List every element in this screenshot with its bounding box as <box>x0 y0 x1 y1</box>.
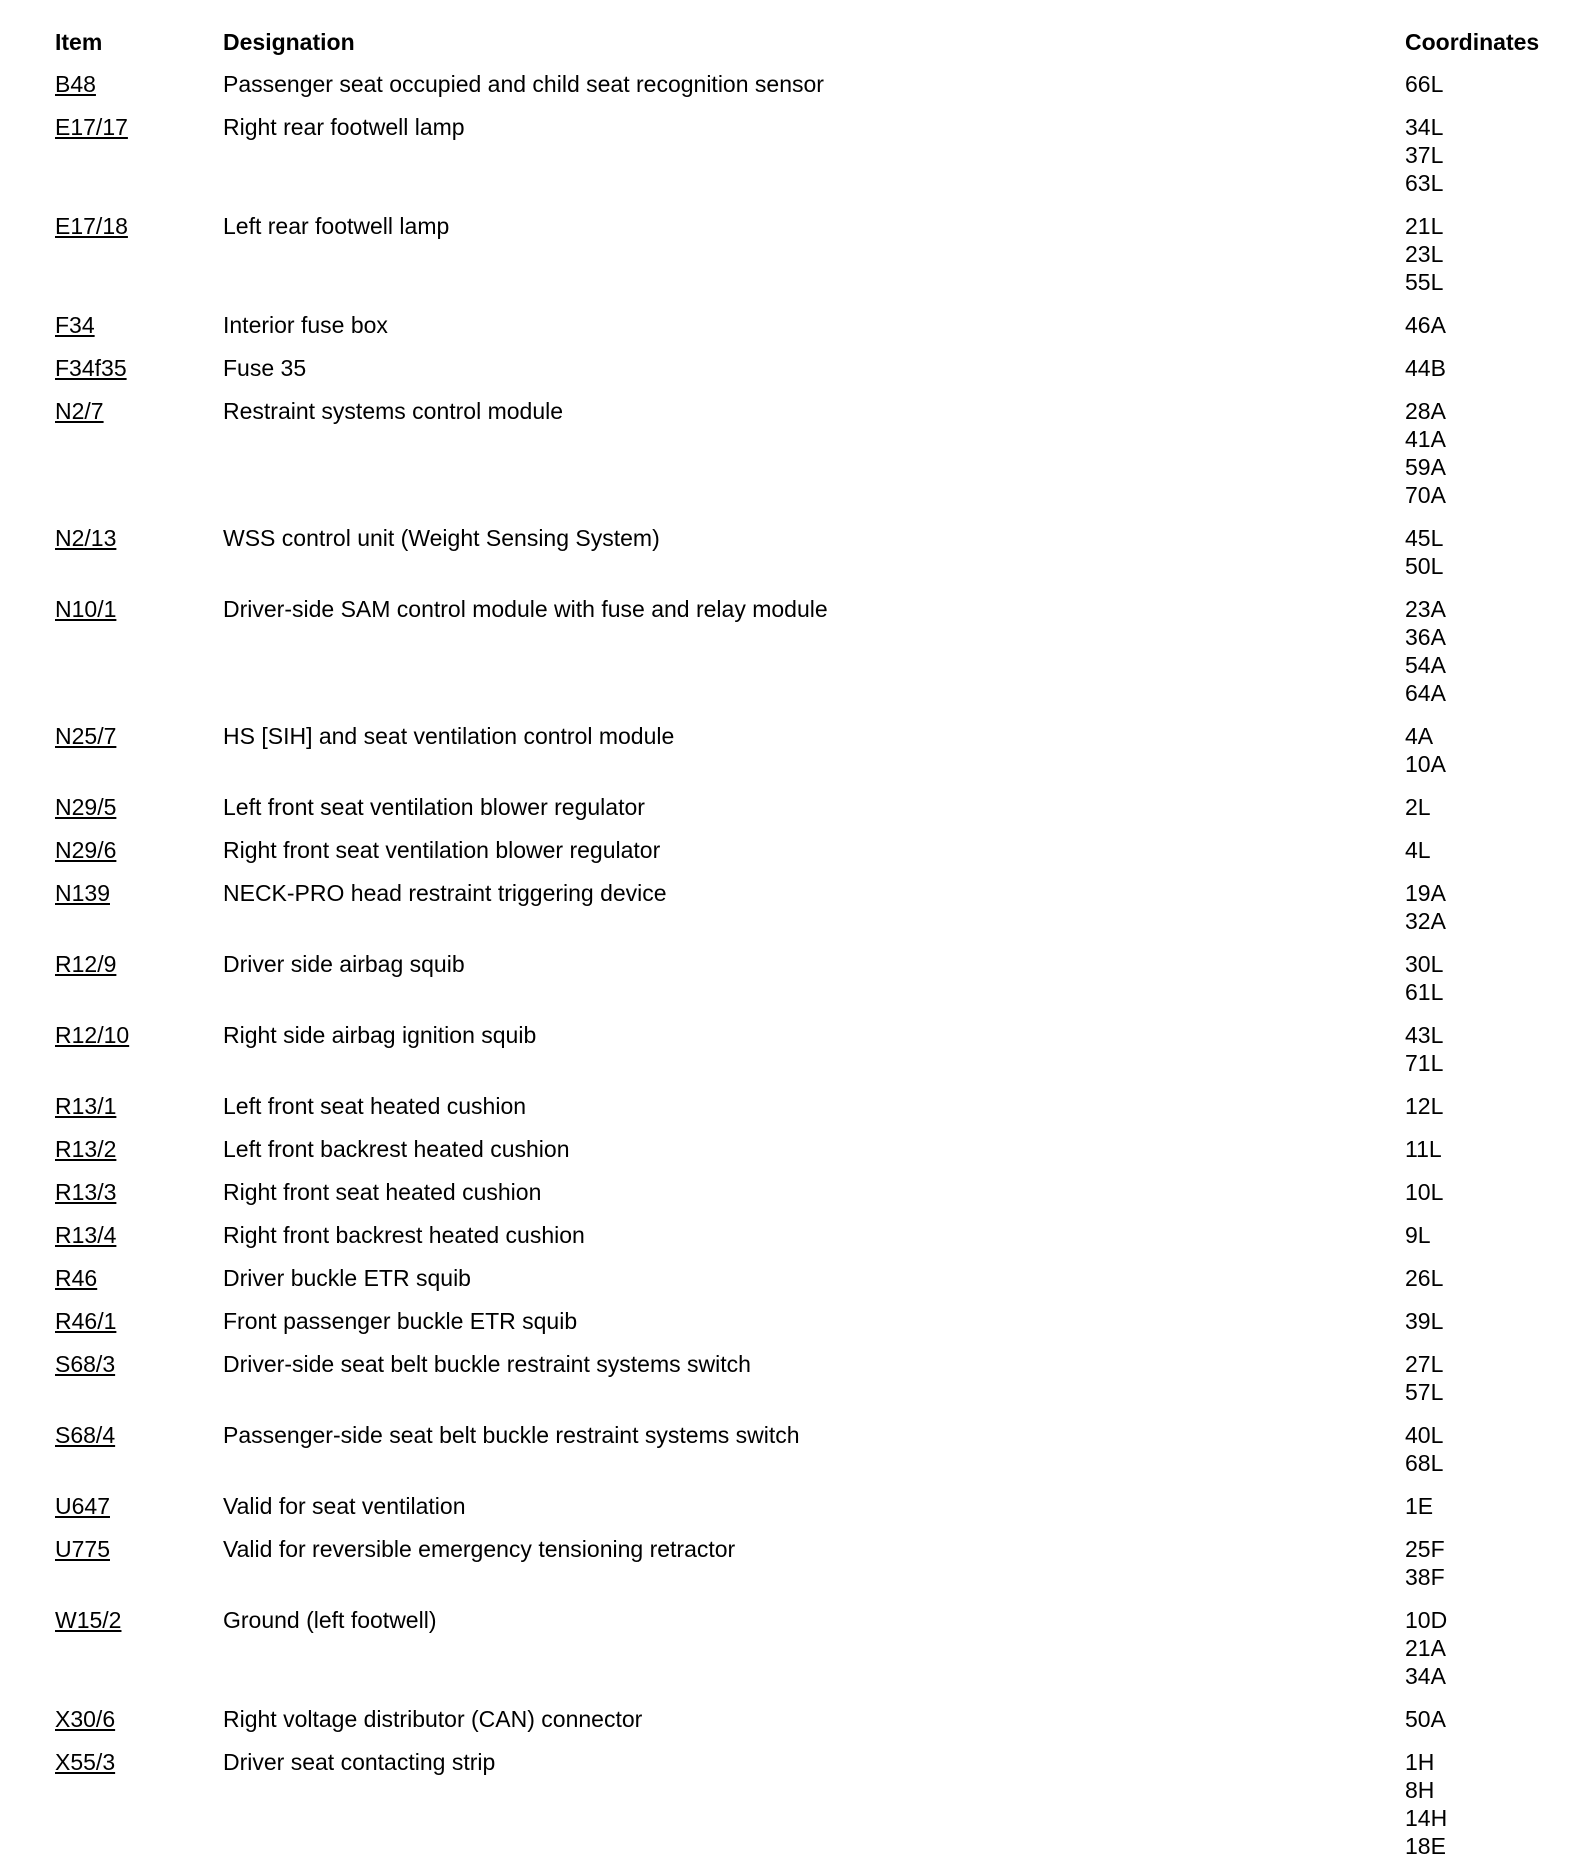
designation-cell: Driver-side SAM control module with fuse and relay module <box>223 596 828 622</box>
coordinate-value: 37L <box>1405 142 1444 168</box>
item-cell <box>55 212 223 240</box>
designation-cell: Driver-side seat belt buckle restraint systems switch <box>223 1351 751 1377</box>
coordinates-cell <box>1405 397 1560 509</box>
designation-cell: Passenger-side seat belt buckle restraint systems switch <box>223 1422 800 1448</box>
table-row <box>55 1135 1560 1178</box>
item-cell <box>55 113 223 141</box>
coordinates-cell <box>1405 879 1560 935</box>
coordinate-value: 68L <box>1405 1450 1444 1476</box>
item-link[interactable]: N29/5 <box>55 794 117 820</box>
item-cell <box>55 722 223 750</box>
table-row <box>55 397 1560 524</box>
coordinates-cell <box>1405 1221 1560 1249</box>
coordinates-cell <box>1405 1135 1560 1163</box>
coordinates-cell <box>1405 1178 1560 1206</box>
item-cell <box>55 1492 223 1520</box>
coordinate-value: 45L <box>1405 525 1444 551</box>
coordinates-cell <box>1405 1705 1560 1733</box>
coordinate-value: 4A <box>1405 723 1434 749</box>
designation-cell: Driver buckle ETR squib <box>223 1265 471 1291</box>
item-cell <box>55 793 223 821</box>
coordinate-value: 38F <box>1405 1564 1445 1590</box>
table-row <box>55 212 1560 311</box>
coordinate-value: 59A <box>1405 454 1446 480</box>
item-link[interactable]: S68/4 <box>55 1422 116 1448</box>
coordinates-cell <box>1405 354 1560 382</box>
item-link[interactable]: S68/3 <box>55 1351 116 1377</box>
table-row <box>55 1307 1560 1350</box>
designation-cell: Right front seat ventilation blower regulator <box>223 837 661 863</box>
coordinate-value: 40L <box>1405 1422 1444 1448</box>
item-link[interactable]: R12/10 <box>55 1022 130 1048</box>
item-cell <box>55 595 223 623</box>
designation-cell: Front passenger buckle ETR squib <box>223 1308 578 1334</box>
table-row <box>55 722 1560 793</box>
table-row <box>55 879 1560 950</box>
coordinates-cell <box>1405 950 1560 1006</box>
item-link[interactable]: R12/9 <box>55 951 117 977</box>
coordinate-value: 1E <box>1405 1493 1434 1519</box>
item-link[interactable]: N2/13 <box>55 525 117 551</box>
coordinate-value: 28A <box>1405 398 1446 424</box>
table-row <box>55 1748 1560 1875</box>
table-row <box>55 70 1560 113</box>
item-link[interactable]: R13/3 <box>55 1179 117 1205</box>
item-link[interactable]: E17/18 <box>55 213 128 239</box>
coordinates-cell <box>1405 1092 1560 1120</box>
header-item: Item <box>55 29 103 55</box>
item-link[interactable]: E17/17 <box>55 114 128 140</box>
coordinate-value: 34L <box>1405 114 1444 140</box>
coordinates-cell <box>1405 1350 1560 1406</box>
item-link[interactable]: R46/1 <box>55 1308 117 1334</box>
table-row <box>55 595 1560 722</box>
designation-cell: HS [SIH] and seat ventilation control module <box>223 723 675 749</box>
coordinate-value: 21A <box>1405 1635 1446 1661</box>
item-cell <box>55 1021 223 1049</box>
item-cell <box>55 1221 223 1249</box>
coordinate-value: 2L <box>1405 794 1431 820</box>
designation-cell: Right voltage distributor (CAN) connector <box>223 1706 643 1732</box>
table-row <box>55 1178 1560 1221</box>
coordinate-value: 19A <box>1405 880 1446 906</box>
coordinates-cell <box>1405 1748 1560 1860</box>
item-link[interactable]: X30/6 <box>55 1706 116 1732</box>
item-cell <box>55 70 223 98</box>
item-cell <box>55 1705 223 1733</box>
header-designation: Designation <box>223 29 355 55</box>
header-coordinates: Coordinates <box>1405 29 1540 55</box>
table-body <box>55 70 1560 1875</box>
coordinate-value: 4L <box>1405 837 1431 863</box>
item-link[interactable]: R13/1 <box>55 1093 117 1119</box>
item-cell <box>55 1092 223 1120</box>
item-link[interactable]: N139 <box>55 880 110 906</box>
coordinate-value: 10L <box>1405 1179 1444 1205</box>
designation-cell: Left rear footwell lamp <box>223 213 450 239</box>
table-row <box>55 1606 1560 1705</box>
coordinate-value: 18E <box>1405 1833 1446 1859</box>
coordinate-value: 71L <box>1405 1050 1444 1076</box>
item-cell <box>55 950 223 978</box>
item-link[interactable]: F34 <box>55 312 95 338</box>
table-row <box>55 354 1560 397</box>
coordinates-cell <box>1405 113 1560 197</box>
item-link[interactable]: R13/2 <box>55 1136 117 1162</box>
coordinates-cell <box>1405 793 1560 821</box>
designation-cell: Right front backrest heated cushion <box>223 1222 585 1248</box>
coordinates-cell <box>1405 1307 1560 1335</box>
item-link[interactable]: N10/1 <box>55 596 117 622</box>
coordinate-value: 66L <box>1405 71 1444 97</box>
coordinate-value: 30L <box>1405 951 1444 977</box>
item-cell <box>55 524 223 552</box>
coordinate-value: 14H <box>1405 1805 1448 1831</box>
item-cell <box>55 1421 223 1449</box>
coordinates-cell <box>1405 311 1560 339</box>
coordinate-value: 1H <box>1405 1749 1435 1775</box>
designation-cell: Valid for seat ventilation <box>223 1493 466 1519</box>
table-row <box>55 836 1560 879</box>
item-cell <box>55 1307 223 1335</box>
coordinates-cell <box>1405 70 1560 98</box>
item-cell <box>55 1606 223 1634</box>
item-link[interactable]: U775 <box>55 1536 110 1562</box>
legend-table <box>55 28 1560 1875</box>
coordinate-value: 57L <box>1405 1379 1444 1405</box>
designation-cell: Right side airbag ignition squib <box>223 1022 537 1048</box>
table-row <box>55 1021 1560 1092</box>
item-link[interactable]: R13/4 <box>55 1222 117 1248</box>
coordinate-value: 9L <box>1405 1222 1431 1248</box>
designation-cell: NECK-PRO head restraint triggering device <box>223 880 667 906</box>
designation-cell: Left front seat heated cushion <box>223 1093 527 1119</box>
item-cell <box>55 1535 223 1563</box>
item-cell <box>55 311 223 339</box>
table-row <box>55 1535 1560 1606</box>
table-row <box>55 524 1560 595</box>
table-row <box>55 1421 1560 1492</box>
designation-cell: Ground (left footwell) <box>223 1607 437 1633</box>
coordinate-value: 44B <box>1405 355 1446 381</box>
coordinates-cell <box>1405 1492 1560 1520</box>
designation-cell: Restraint systems control module <box>223 398 564 424</box>
coordinates-cell <box>1405 1606 1560 1690</box>
item-cell <box>55 1748 223 1776</box>
coordinate-value: 46A <box>1405 312 1446 338</box>
coordinate-value: 23A <box>1405 596 1446 622</box>
coordinate-value: 23L <box>1405 241 1444 267</box>
table-row <box>55 1221 1560 1264</box>
table-row <box>55 311 1560 354</box>
table-row <box>55 1705 1560 1748</box>
coordinates-cell <box>1405 1264 1560 1292</box>
coordinates-cell <box>1405 524 1560 580</box>
coordinate-value: 26L <box>1405 1265 1444 1291</box>
coordinate-value: 32A <box>1405 908 1446 934</box>
designation-cell: Driver side airbag squib <box>223 951 465 977</box>
table-row <box>55 1350 1560 1421</box>
coordinates-cell <box>1405 1021 1560 1077</box>
table-row <box>55 950 1560 1021</box>
coordinate-value: 54A <box>1405 652 1446 678</box>
table-row <box>55 113 1560 212</box>
item-cell <box>55 1178 223 1206</box>
item-cell <box>55 1135 223 1163</box>
coordinate-value: 64A <box>1405 680 1446 706</box>
designation-cell: Left front seat ventilation blower regulator <box>223 794 645 820</box>
coordinates-cell <box>1405 836 1560 864</box>
item-cell <box>55 836 223 864</box>
table-header <box>55 28 1560 70</box>
coordinate-value: 41A <box>1405 426 1446 452</box>
designation-cell: WSS control unit (Weight Sensing System) <box>223 525 660 551</box>
item-cell <box>55 1350 223 1378</box>
item-cell <box>55 397 223 425</box>
coordinate-value: 61L <box>1405 979 1444 1005</box>
coordinate-value: 34A <box>1405 1663 1446 1689</box>
coordinate-value: 50L <box>1405 553 1444 579</box>
coordinates-cell <box>1405 1421 1560 1477</box>
table-row <box>55 793 1560 836</box>
coordinate-value: 70A <box>1405 482 1446 508</box>
item-link[interactable]: N25/7 <box>55 723 117 749</box>
coordinate-value: 43L <box>1405 1022 1444 1048</box>
table-row <box>55 1092 1560 1135</box>
coordinate-value: 27L <box>1405 1351 1444 1377</box>
item-link[interactable]: N2/7 <box>55 398 104 424</box>
designation-cell: Right rear footwell lamp <box>223 114 465 140</box>
coordinate-value: 8H <box>1405 1777 1435 1803</box>
item-link[interactable]: N29/6 <box>55 837 117 863</box>
coordinates-cell <box>1405 1535 1560 1591</box>
item-cell <box>55 879 223 907</box>
coordinate-value: 39L <box>1405 1308 1444 1334</box>
coordinate-value: 21L <box>1405 213 1444 239</box>
item-link[interactable]: R46 <box>55 1265 98 1291</box>
designation-cell: Right front seat heated cushion <box>223 1179 542 1205</box>
table-row <box>55 1264 1560 1307</box>
coordinates-cell <box>1405 212 1560 296</box>
coordinate-value: 36A <box>1405 624 1446 650</box>
coordinate-value: 63L <box>1405 170 1444 196</box>
designation-cell: Interior fuse box <box>223 312 388 338</box>
coordinate-value: 11L <box>1405 1136 1442 1162</box>
item-link[interactable]: U647 <box>55 1493 110 1519</box>
table-row <box>55 1492 1560 1535</box>
coordinate-value: 25F <box>1405 1536 1445 1562</box>
item-link[interactable]: B48 <box>55 71 96 97</box>
coordinate-value: 55L <box>1405 269 1444 295</box>
designation-cell: Left front backrest heated cushion <box>223 1136 570 1162</box>
designation-cell: Driver seat contacting strip <box>223 1749 496 1775</box>
designation-cell: Passenger seat occupied and child seat recognition sensor <box>223 71 824 97</box>
coordinate-value: 10A <box>1405 751 1446 777</box>
designation-cell: Valid for reversible emergency tensioning retractor <box>223 1536 736 1562</box>
coordinates-cell <box>1405 595 1560 707</box>
item-cell <box>55 354 223 382</box>
item-cell <box>55 1264 223 1292</box>
item-link[interactable]: X55/3 <box>55 1749 116 1775</box>
coordinate-value: 10D <box>1405 1607 1448 1633</box>
coordinate-value: 50A <box>1405 1706 1446 1732</box>
item-link[interactable]: F34f35 <box>55 355 127 381</box>
coordinates-cell <box>1405 722 1560 778</box>
item-link[interactable]: W15/2 <box>55 1607 122 1633</box>
coordinate-value: 12L <box>1405 1093 1444 1119</box>
designation-cell: Fuse 35 <box>223 355 307 381</box>
